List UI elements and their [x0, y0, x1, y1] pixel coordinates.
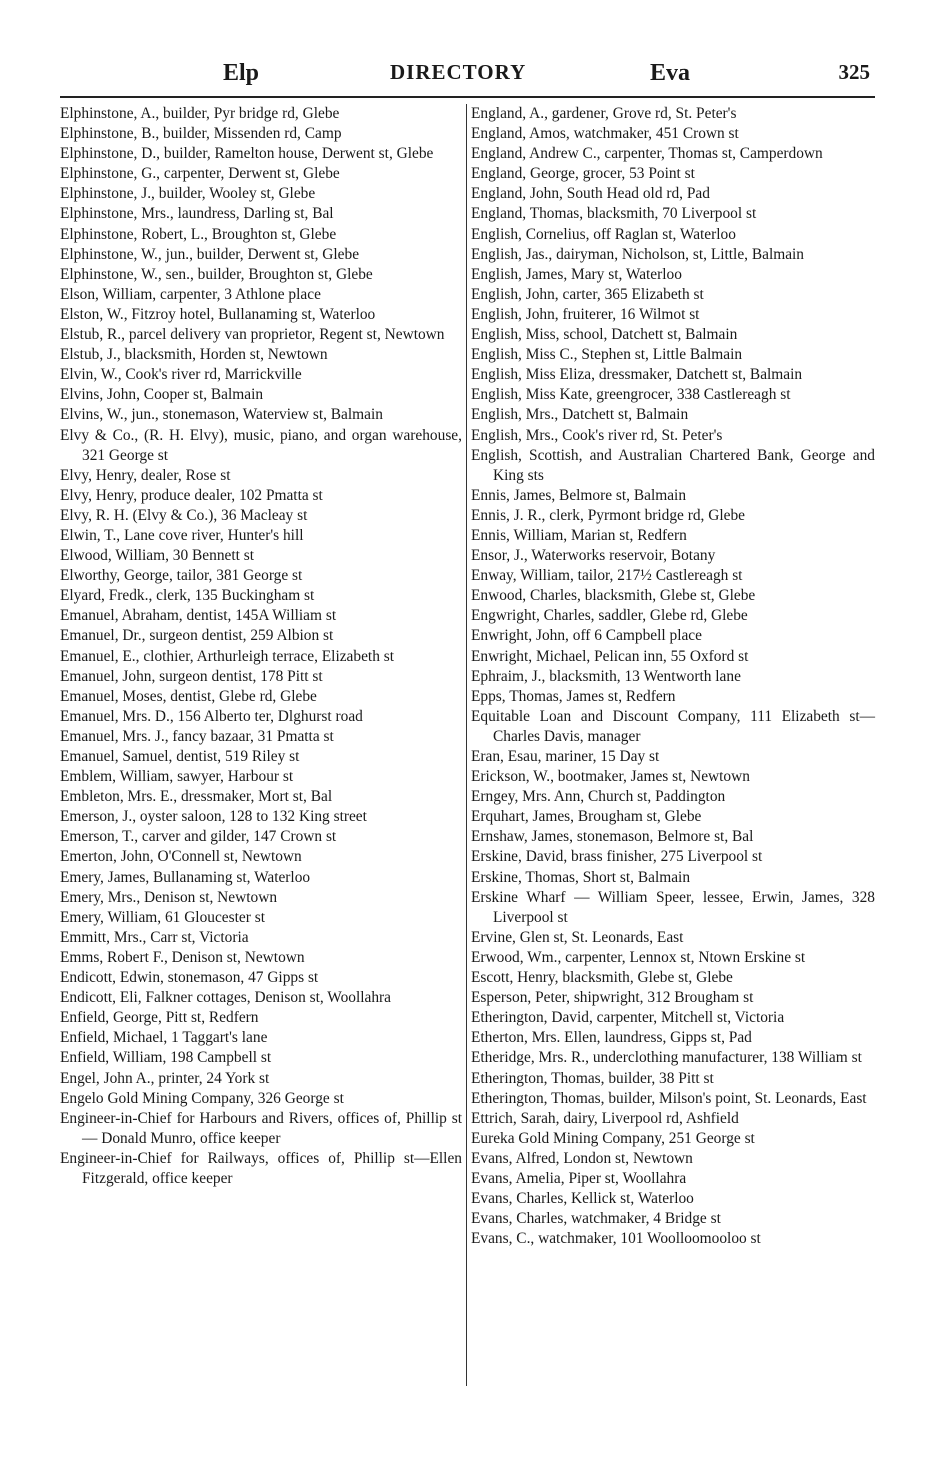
directory-entry: Erickson, W., bootmaker, James st, Newtown [471, 768, 750, 786]
directory-entry: Emanuel, John, surgeon dentist, 178 Pitt st [60, 667, 323, 685]
directory-entry: Elphinstone, Mrs., laundress, Darling st, Bal [60, 205, 334, 223]
directory-entry: Ephraim, J., blacksmith, 13 Wentworth lane [471, 667, 741, 685]
directory-entry: Ennis, J. R., clerk, Pyrmont bridge rd, Glebe [471, 506, 745, 524]
header-title: DIRECTORY [390, 60, 527, 84]
directory-entry: Engineer-in-Chief for Harbours and Rivers, offices of, Phillip st — Donald Munro, office keeper [60, 1109, 462, 1147]
directory-entry: Emerton, John, O'Connell st, Newtown [60, 848, 302, 866]
directory-entry: Elvy & Co., (R. H. Elvy), music, piano, and organ warehouse, 321 George st [60, 426, 462, 464]
directory-entry: English, Miss, school, Datchett st, Balmain [471, 326, 738, 344]
directory-entry: Enfield, Michael, 1 Taggart's lane [60, 1029, 268, 1047]
directory-entry: Engelo Gold Mining Company, 326 George st [60, 1089, 344, 1107]
page-number: 325 [838, 60, 870, 84]
directory-entry: Erskine, Thomas, Short st, Balmain [471, 868, 691, 886]
directory-entry: Elphinstone, A., builder, Pyr bridge rd, Glebe [60, 105, 340, 122]
directory-entry: Endicott, Edwin, stonemason, 47 Gipps st [60, 969, 319, 987]
directory-entry: Enwright, John, off 6 Campbell place [471, 627, 702, 645]
directory-entry: English, Jas., dairyman, Nicholson, st, Little, Balmain [471, 245, 804, 263]
directory-entry: Engineer-in-Chief for Railways, offices of, Phillip st—Ellen Fitzgerald, office keeper [60, 1149, 462, 1187]
directory-entry: Elvin, W., Cook's river rd, Marrickville [60, 366, 302, 384]
directory-entry: Elphinstone, B., builder, Missenden rd, Camp [60, 125, 342, 143]
directory-entry: Ennis, William, Marian st, Redfern [471, 526, 687, 544]
directory-entry: England, John, South Head old rd, Pad [471, 185, 710, 203]
directory-entry: Evans, Amelia, Piper st, Woollahra [471, 1169, 687, 1187]
directory-entry: Ennis, James, Belmore st, Balmain [471, 486, 687, 504]
directory-entry: Elphinstone, G., carpenter, Derwent st, Glebe [60, 165, 340, 183]
directory-entry: Evans, Charles, watchmaker, 4 Bridge st [471, 1210, 721, 1228]
directory-entry: Etheridge, Mrs. R., underclothing manufacturer, 138 William st [471, 1049, 862, 1067]
directory-entry: Elworthy, George, tailor, 381 George st [60, 567, 303, 585]
directory-entry: Enfield, William, 198 Campbell st [60, 1049, 272, 1067]
directory-entry: Eran, Esau, mariner, 15 Day st [471, 748, 660, 765]
directory-entry: Ensor, J., Waterworks reservoir, Botany [471, 547, 716, 565]
directory-entry: Erwood, Wm., carpenter, Lennox st, Ntown Erskine st [471, 948, 806, 966]
directory-entry: Elvy, Henry, dealer, Rose st [60, 466, 231, 484]
header-left-guide-word: Elp [223, 60, 260, 86]
directory-entry: Engwright, Charles, saddler, Glebe rd, Glebe [471, 607, 748, 625]
directory-entry: Emanuel, Mrs. D., 156 Alberto ter, Dlghurst road [60, 707, 363, 725]
directory-entry: Erskine, David, brass finisher, 275 Liverpool st [471, 848, 763, 866]
directory-entry: Erquhart, James, Brougham st, Glebe [471, 808, 702, 826]
directory-entry: Emerson, J., oyster saloon, 128 to 132 King street [60, 808, 367, 826]
directory-entry: Enwright, Michael, Pelican inn, 55 Oxford st [471, 647, 749, 665]
directory-entry: England, Amos, watchmaker, 451 Crown st [471, 125, 739, 143]
directory-entry: Elson, William, carpenter, 3 Athlone place [60, 285, 321, 303]
left-column [60, 104, 462, 1189]
directory-entry: English, Miss Eliza, dressmaker, Datchett st, Balmain [471, 366, 803, 384]
directory-entry: Emms, Robert F., Denison st, Newtown [60, 948, 305, 966]
directory-entry: Elyard, Fredk., clerk, 135 Buckingham st [60, 587, 315, 605]
directory-entry: Elvy, R. H. (Elvy & Co.), 36 Macleay st [60, 506, 308, 524]
directory-entry: English, Mrs., Datchett st, Balmain [471, 406, 689, 424]
directory-entry: Emery, Mrs., Denison st, Newtown [60, 888, 278, 906]
directory-entry: Emmitt, Mrs., Carr st, Victoria [60, 928, 249, 946]
directory-entry: English, Miss C., Stephen st, Little Balmain [471, 346, 743, 364]
directory-entry: Ernshaw, James, stonemason, Belmore st, Bal [471, 828, 754, 846]
directory-entry: Elphinstone, Robert, L., Broughton st, Glebe [60, 225, 337, 243]
directory-entry: Ervine, Glen st, St. Leonards, East [471, 928, 684, 946]
directory-entry: Elphinstone, W., sen., builder, Broughton st, Glebe [60, 265, 373, 283]
directory-entry: Enway, William, tailor, 217½ Castlereagh st [471, 567, 743, 585]
directory-entry: Emanuel, Moses, dentist, Glebe rd, Glebe [60, 687, 317, 705]
directory-entry: Evans, C., watchmaker, 101 Woolloomooloo st [471, 1230, 761, 1248]
directory-entry: Elphinstone, J., builder, Wooley st, Glebe [60, 185, 316, 203]
directory-entry: Elwin, T., Lane cove river, Hunter's hill [60, 526, 304, 544]
directory-entry: Ettrich, Sarah, dairy, Liverpool rd, Ashfield [471, 1109, 739, 1127]
directory-entry: Erskine Wharf — William Speer, lessee, Erwin, James, 328 Liverpool st [471, 888, 875, 926]
directory-entry: England, A., gardener, Grove rd, St. Peter's [471, 105, 737, 122]
directory-entry: English, Scottish, and Australian Chartered Bank, George and King sts [471, 446, 875, 484]
directory-entry: Etherton, Mrs. Ellen, laundress, Gipps st, Pad [471, 1029, 752, 1047]
directory-entry: Equitable Loan and Discount Company, 111 Elizabeth st—Charles Davis, manager [471, 707, 875, 745]
directory-entry: England, Thomas, blacksmith, 70 Liverpool st [471, 205, 757, 223]
directory-entry: Escott, Henry, blacksmith, Glebe st, Glebe [471, 969, 733, 987]
directory-entry: Enwood, Charles, blacksmith, Glebe st, Glebe [471, 587, 756, 605]
right-column [471, 104, 875, 1249]
directory-entry: Erngey, Mrs. Ann, Church st, Paddington [471, 788, 726, 806]
directory-entry: Epps, Thomas, James st, Redfern [471, 687, 676, 705]
page-header [60, 56, 875, 96]
directory-entry: Emblem, William, sawyer, Harbour st [60, 768, 294, 786]
directory-entry: Emery, James, Bullanaming st, Waterloo [60, 868, 311, 886]
directory-entry: Emery, William, 61 Gloucester st [60, 908, 265, 926]
directory-entry: Etherington, Thomas, builder, Milson's point, St. Leonards, East [471, 1089, 867, 1107]
header-right-guide-word: Eva [650, 60, 691, 86]
directory-entry: Evans, Charles, Kellick st, Waterloo [471, 1190, 694, 1208]
directory-entry: Etherington, David, carpenter, Mitchell st, Victoria [471, 1009, 785, 1027]
directory-entry: Emanuel, Mrs. J., fancy bazaar, 31 Pmatta st [60, 727, 334, 745]
directory-entry: English, John, carter, 365 Elizabeth st [471, 285, 704, 303]
directory-entry: England, Andrew C., carpenter, Thomas st, Camperdown [471, 145, 823, 163]
header-rule [60, 96, 875, 98]
directory-entry: Engel, John A., printer, 24 York st [60, 1069, 270, 1087]
directory-entry: Elphinstone, W., jun., builder, Derwent st, Glebe [60, 245, 360, 263]
column-divider [466, 104, 467, 1386]
directory-entry: Elstub, J., blacksmith, Horden st, Newtown [60, 346, 328, 364]
directory-entry: Emanuel, Dr., surgeon dentist, 259 Albion st [60, 627, 334, 645]
directory-entry: English, John, fruiterer, 16 Wilmot st [471, 305, 700, 323]
directory-entry: English, Miss Kate, greengrocer, 338 Castlereagh st [471, 386, 791, 404]
directory-entry: Elstub, R., parcel delivery van proprietor, Regent st, Newtown [60, 326, 445, 344]
directory-entry: Evans, Alfred, London st, Newtown [471, 1149, 693, 1167]
directory-entry: Elvy, Henry, produce dealer, 102 Pmatta st [60, 486, 323, 504]
directory-entry: Eureka Gold Mining Company, 251 George st [471, 1129, 755, 1147]
directory-entry: Elvins, John, Cooper st, Balmain [60, 386, 264, 404]
directory-entry: Emanuel, Abraham, dentist, 145A William st [60, 607, 337, 625]
directory-entry: England, George, grocer, 53 Point st [471, 165, 695, 183]
directory-entry: Elston, W., Fitzroy hotel, Bullanaming st, Waterloo [60, 305, 376, 323]
directory-entry: Elvins, W., jun., stonemason, Waterview st, Balmain [60, 406, 383, 424]
directory-entry: Elphinstone, D., builder, Ramelton house, Derwent st, Glebe [60, 145, 434, 163]
directory-entry: Emanuel, Samuel, dentist, 519 Riley st [60, 748, 300, 765]
directory-entry: Esperson, Peter, shipwright, 312 Brougham st [471, 989, 754, 1007]
directory-entry: English, Cornelius, off Raglan st, Waterloo [471, 225, 736, 243]
directory-entry: Emanuel, E., clothier, Arthurleigh terrace, Elizabeth st [60, 647, 395, 665]
directory-entry: Enfield, George, Pitt st, Redfern [60, 1009, 259, 1027]
directory-entry: English, James, Mary st, Waterloo [471, 265, 682, 283]
directory-entry: Elwood, William, 30 Bennett st [60, 547, 255, 565]
directory-entry: Emerson, T., carver and gilder, 147 Crown st [60, 828, 337, 846]
directory-entry: English, Mrs., Cook's river rd, St. Peter's [471, 426, 723, 444]
directory-entry: Embleton, Mrs. E., dressmaker, Mort st, Bal [60, 788, 333, 806]
directory-entry: Etherington, Thomas, builder, 38 Pitt st [471, 1069, 714, 1087]
directory-entry: Endicott, Eli, Falkner cottages, Denison st, Woollahra [60, 989, 392, 1007]
